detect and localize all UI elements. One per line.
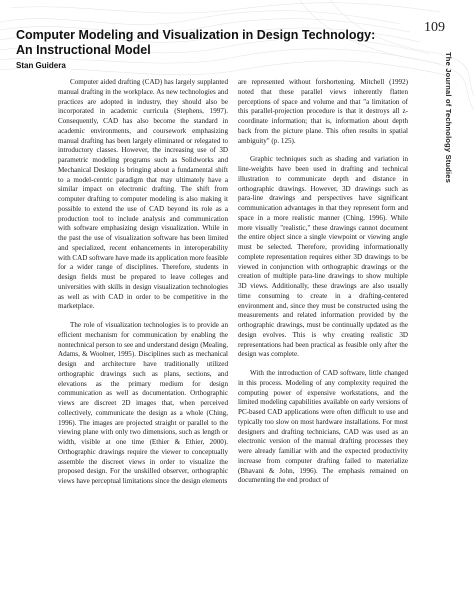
body-column-right [238, 78, 408, 608]
page-number: 109 [424, 20, 445, 35]
paragraph: Computer aided drafting (CAD) has largely supplanted manual drafting in the workplace. As new technologies and practices are adopted in industry, they should also be incorporated in academic curricula (Stephens, 1997). Consequently, CAD has also become the standard in academic environments, and coursework emphasizing manual drafting has been largely eliminated or relegated to introductory classes. However, the increasing use of 3D parametric modeling programs such as Solidworks and Mechanical Desktop is bringing about a fundamental shift to a model-centric paradigm that may ultimately have a similar impact on electronic drafting. The shift from computer drafting to computer modeling is also making it possible to extend the use of CAD beyond its role as a production tool to include analysis and communication with software emphasizing design visualization. While in the past the use of visualization software has been limited and specialized, recent enhancements in interoperability with CAD software have made its application more feasible for a wider range of disciplines. Therefore, students in design fields must be prepared to leave colleges and universities with skills in design visualization technologies as well as with CAD in order to be competitive in the marketplace. [58, 78, 228, 311]
paragraph: Graphic techniques such as shading and variation in line-weights have been used in drafting and technical illustration to communicate depth and distance in orthographic drawings. However, 3D drawings such as para-line drawings and perspectives have significant communication advantages in that they represent form and space in a more realistic manner (Ching, 1996). While more visually "realistic," these drawings cannot document the entire object since a single viewpoint or viewing angle must be selected. Therefore, providing informationally complete representation requires either 3D drawings to be viewed in conjunction with orthographic drawings or the creation of multiple para-line drawings to show multiple 3D views. Additionally, these drawings are also usually time consuming to create in a drafting-centered environment and, since they must be constructed using the measurements and related information provided by the orthographic drawings, must be continually updated as the design evolves. This is why creating realistic 3D representations had been practical as feasible only after the design was complete. [238, 155, 408, 359]
paragraph: With the introduction of CAD software, little changed in this process. Modeling of any complexity required the computing power of expensive workstations, and the limited modeling capabilities available on early versions of PC-based CAD applications were often difficult to use and typically too slow on most hardware installations. For most designers and drafting technicians, CAD was used as an electronic version of the manual drafting processes they were already familiar with and the expected productivity increase from computer drafting failed to materialize (Bhavani & John, 1996). The emphasis remained on documenting the end product of [238, 369, 408, 485]
body-column-left [58, 78, 228, 608]
author-name: Stan Guidera [16, 61, 66, 70]
paragraph-continued: are represented without forshortening. Mitchell (1992) noted that these parallel views inherently flatten perceptions of space and volume and that "a limitation of this parallel-projection procedure is that it destroys all z-coordinate information; that is, information about depth back from the picture plane. This often results in spatial ambiguity" (p. 125). [238, 78, 408, 145]
article-title: Computer Modeling and Visualization in Design Technology: An Instructional Model [16, 28, 376, 57]
journal-name: The Journal of Technology Studies [444, 52, 453, 184]
paragraph: The role of visualization technologies is to provide an efficient mechanism for communication by enabling the nontechnical person to see and understand design (Mealing, Adams, & Woolner, 1995). Disciplines such as mechanical design and architecture have traditionally utilized orthographic drawings such as plans, sections, and elevations as the primary medium for design communication as well as documentation. Orthographic views are discreet 2D images that, when perceived collectively, communicate the design as a whole (Ching, 1996). The images are projected straight or parallel to the viewing plane with only two dimensions, such as length or width, visible at one time (Ethier & Ethier, 2000). Orthographic drawings require the viewer to conceptually assemble the discreet views in order to visualize the proposed design. For the unskilled observer, orthographic views have perceptual limitations since the design elements [58, 321, 228, 485]
